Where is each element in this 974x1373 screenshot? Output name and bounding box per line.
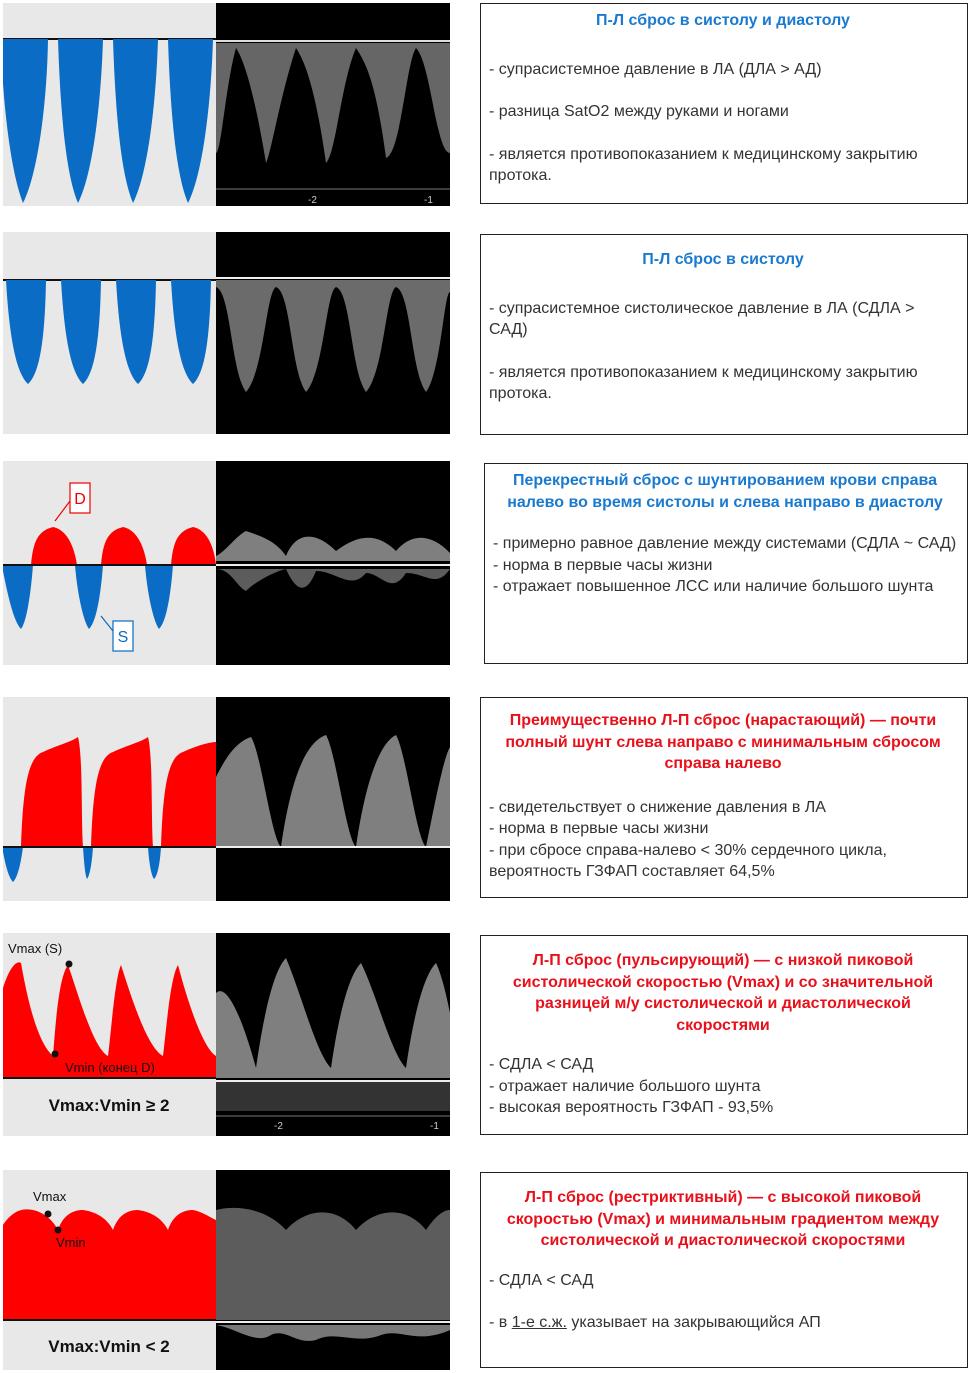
- row-6: [0, 1170, 974, 1373]
- row-3: [0, 461, 974, 666]
- schematic-5: [3, 933, 216, 1136]
- row-5: [0, 933, 974, 1138]
- panel-line: - при сбросе справа-налево < 30% сердечного цикла, вероятность ГЗФАП составляет 64,5%: [489, 841, 887, 880]
- panel-line: - норма в первые часы жизни: [493, 556, 713, 574]
- doppler-image-4: [216, 697, 450, 901]
- panel-line: - является противопоказанием к медицинскому закрытию протока.: [489, 145, 918, 184]
- ratio-label: Vmax:Vmin < 2: [48, 1337, 170, 1356]
- panel-title: П-Л сброс в систолу: [642, 251, 804, 268]
- label-vmax: Vmax: [33, 1189, 67, 1204]
- panel-line: - СДЛА < САД: [489, 1271, 594, 1289]
- doppler-tick-1a: -2: [308, 195, 317, 206]
- schematic-2: [3, 232, 216, 434]
- panel-line: - отражает повышенное ЛСС или наличие большого шунта: [493, 578, 934, 595]
- panel-title: П-Л сброс в систолу и диастолу: [596, 12, 850, 29]
- line-prefix: - в: [489, 1314, 512, 1331]
- panel-line: - супрасистемное систолическое давление в ЛА (СДЛА > САД): [489, 299, 915, 338]
- description-box-4: [480, 697, 968, 898]
- description-box-5: [480, 935, 968, 1135]
- description-box-3: [484, 463, 968, 664]
- panel-line: - отражает наличие большого шунта: [489, 1077, 761, 1095]
- doppler-tick-5b: -1: [430, 1121, 439, 1132]
- ratio-label: Vmax:Vmin ≥ 2: [48, 1096, 170, 1115]
- doppler-image-2: [216, 232, 450, 434]
- panel-line: - высокая вероятность ГЗФАП - 93,5%: [489, 1099, 774, 1116]
- panel-line: - норма в первые часы жизни: [489, 820, 709, 837]
- panel-line: - разница SatO2 между руками и ногами: [489, 103, 789, 120]
- panel-title: Л-П сброс (пульсирующий) — с низкой пиковой систолической скоростью (Vmax) и со значительной разницей м/у систолической и диастолической скоростями: [512, 952, 934, 1034]
- panel-line: - является противопоказанием к медицинскому закрытию протока.: [489, 363, 918, 402]
- schematic-1: [3, 3, 216, 206]
- description-box-2: [480, 234, 968, 435]
- panel-line: - СДЛА < САД: [489, 1056, 594, 1073]
- line-suffix: указывает на закрывающийся АП: [566, 1314, 821, 1331]
- row-2: [0, 232, 974, 437]
- schematic-4: [3, 697, 216, 901]
- doppler-image-5: [216, 933, 450, 1136]
- row-4: [0, 697, 974, 902]
- panel-title: Преимущественно Л-П сброс (нарастающий) — почти полный шунт слева направо с минимальным сбросом справа налево: [505, 712, 941, 772]
- label-vmax-s: Vmax (S): [8, 941, 63, 956]
- description-box-1: [480, 3, 968, 204]
- doppler-image-6: [216, 1170, 450, 1370]
- label-s: S: [117, 629, 129, 646]
- schematic-3: [3, 461, 216, 665]
- panel-line: - супрасистемное давление в ЛА (ДЛА > АД): [489, 60, 822, 78]
- underlined-term: 1-е с.ж.: [511, 1314, 567, 1331]
- label-d: D: [74, 491, 86, 508]
- doppler-image-1: [216, 3, 450, 206]
- doppler-image-3: [216, 461, 450, 665]
- panel-title: Перекрестный сброс с шунтированием крови справа налево во время систолы и слева направо в диастолу: [507, 472, 943, 511]
- panel-title: Л-П сброс (рестриктивный) — с высокой пиковой скоростью (Vmax) и минимальным градиентом между систолической и диастолической скоростями: [506, 1189, 940, 1249]
- panel-line: [489, 1312, 957, 1334]
- panel-line: - примерно равное давление между системами (СДЛА ~ САД): [493, 535, 957, 552]
- row-1: [0, 0, 974, 210]
- description-box-6: [480, 1172, 968, 1368]
- doppler-tick-1b: -1: [424, 195, 433, 206]
- label-vmin: Vmin: [56, 1235, 86, 1250]
- schematic-6: [3, 1170, 216, 1370]
- panel-line: - свидетельствует о снижение давления в ЛА: [489, 798, 826, 816]
- label-vmin-d: Vmin (конец D): [65, 1060, 155, 1075]
- doppler-tick-5a: -2: [274, 1121, 283, 1132]
